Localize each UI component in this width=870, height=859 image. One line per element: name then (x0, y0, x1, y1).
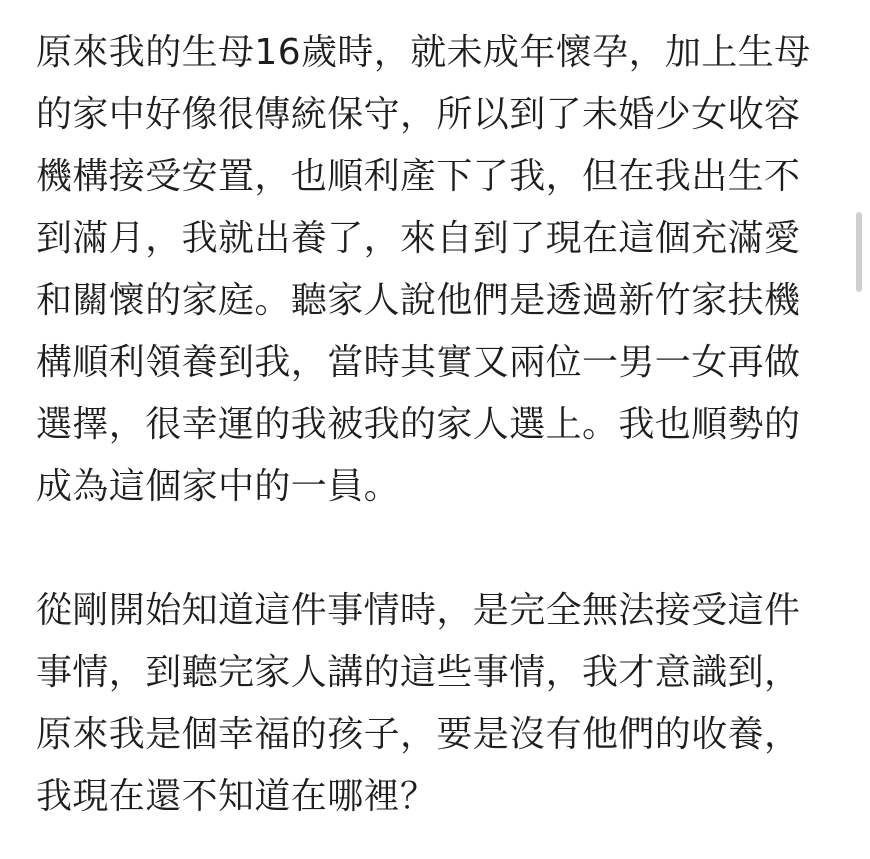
text-line: 的家中好像很傳統保守，所以到了未婚少女收容 (36, 94, 801, 135)
text-line: 我現在還不知道在哪裡？ (36, 776, 437, 817)
text-line: 選擇，很幸運的我被我的家人選上。我也順勢的 (36, 404, 801, 445)
article-body (36, 22, 836, 828)
text-line: 原來我是個幸福的孩子，要是沒有他們的收養， (36, 714, 801, 755)
text-line: 原來我的生母16歲時，就未成年懷孕，加上生母 (36, 32, 811, 73)
text-line: 機構接受安置，也順利產下了我，但在我出生不 (36, 156, 801, 197)
paragraph-gap (36, 518, 836, 580)
paragraph-1 (36, 22, 836, 518)
text-line: 到滿月，我就出養了，來自到了現在這個充滿愛 (36, 218, 801, 259)
text-line: 事情，到聽完家人講的這些事情，我才意識到， (36, 652, 801, 693)
text-line: 成為這個家中的一員。 (36, 466, 401, 507)
scrollbar[interactable] (856, 0, 862, 859)
text-line: 構順利領養到我，當時其實又兩位一男一女再做 (36, 342, 801, 383)
paragraph-2 (36, 580, 836, 828)
text-line: 從剛開始知道這件事情時，是完全無法接受這件 (36, 590, 801, 631)
text-line: 和關懷的家庭。聽家人說他們是透過新竹家扶機 (36, 280, 801, 321)
scrollbar-thumb[interactable] (856, 212, 862, 292)
